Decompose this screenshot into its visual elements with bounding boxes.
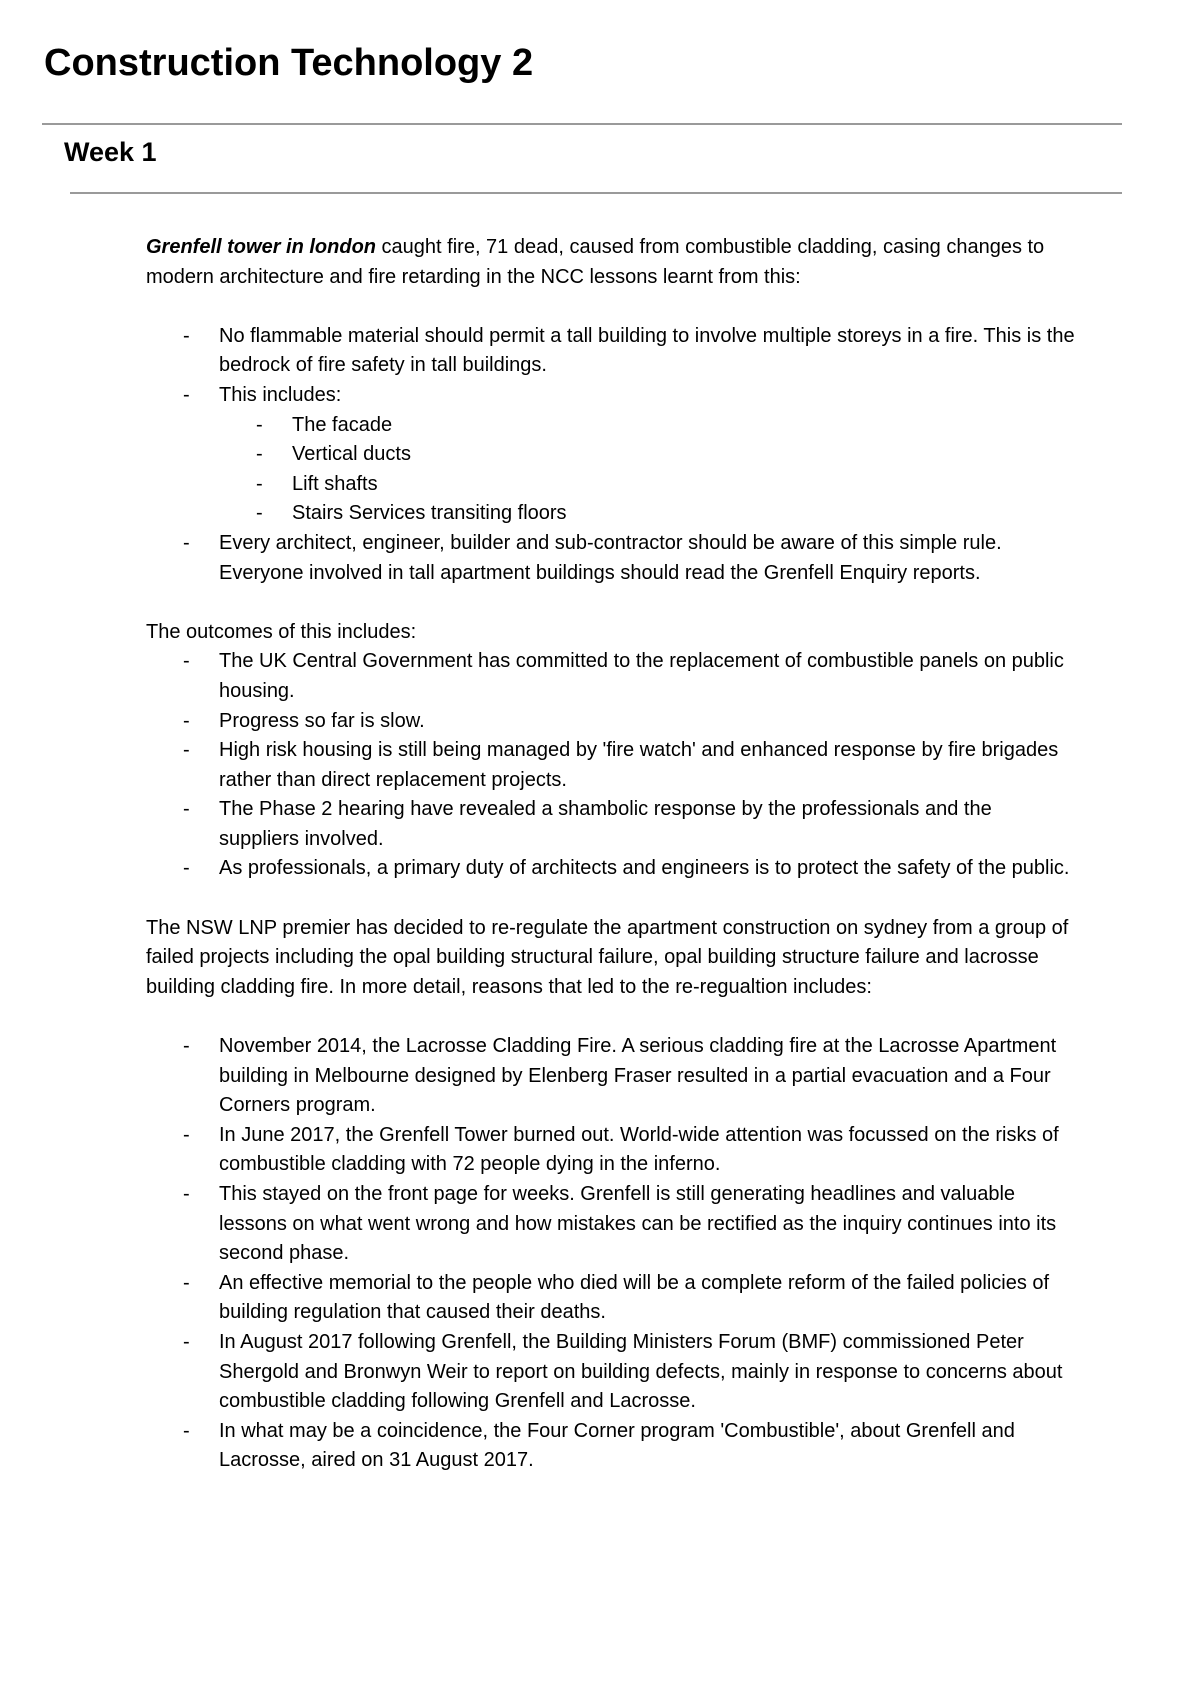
list-item-text: In June 2017, the Grenfell Tower burned out. World-wide attention was focussed on the risks of combustible cladding with 72 people dying in the inferno.	[219, 1123, 1059, 1176]
bullet-dash: -	[183, 1419, 190, 1442]
list-item-text: In August 2017 following Grenfell, the Building Ministers Forum (BMF) commissioned Peter Shergold and Bronwyn Weir to report on building defects, mainly in response to concerns about combustible cladding following Grenfell and Lacrosse.	[219, 1330, 1063, 1413]
bullet-dash: -	[183, 1330, 190, 1353]
list-item-text: The facade	[292, 413, 393, 436]
week-divider	[70, 192, 1122, 194]
list-item	[146, 1328, 1076, 1417]
intro-paragraph	[146, 233, 1076, 292]
lessons-list-continued	[146, 529, 1076, 588]
bullet-dash: -	[183, 383, 190, 406]
bullet-dash: -	[256, 472, 263, 495]
bullet-dash: -	[256, 502, 263, 525]
list-item-text: High risk housing is still being managed by 'fire watch' and enhanced response by fire brigades rather than direct replacement projects.	[219, 739, 1059, 791]
spacer	[146, 588, 1076, 618]
list-item-text: As professionals, a primary duty of architects and engineers is to protect the safety of the public.	[219, 857, 1070, 880]
week-heading: Week 1	[64, 137, 157, 167]
list-item	[146, 529, 1076, 588]
bullet-dash: -	[183, 857, 190, 880]
list-item	[146, 1417, 1076, 1476]
list-item-text: Lift shafts	[292, 472, 378, 495]
intro-text: caught fire, 71 dead, caused from combustible cladding, casing changes to modern architecture and fire retarding in the NCC lessons learnt from this:	[146, 236, 1045, 288]
intro-lead: Grenfell tower in london	[146, 236, 376, 258]
list-item	[146, 411, 1076, 441]
list-item-text: This stayed on the front page for weeks. Grenfell is still generating headlines and valuable lessons on what went wrong and how mistakes can be rectified as the inquiry continues into its second phase.	[219, 1183, 1057, 1265]
list-item	[146, 470, 1076, 500]
list-item	[146, 647, 1076, 706]
lessons-list	[146, 322, 1076, 411]
spacer	[146, 1002, 1076, 1032]
list-item-text: This includes:	[219, 383, 342, 406]
list-item	[146, 1269, 1076, 1328]
list-item-text: Stairs Services transiting floors	[292, 502, 567, 525]
bullet-dash: -	[183, 1035, 190, 1058]
list-item	[146, 736, 1076, 795]
bullet-dash: -	[183, 324, 190, 347]
list-item-text: November 2014, the Lacrosse Cladding Fire. A serious cladding fire at the Lacrosse Apartment building in Melbourne designed by Elenberg Fraser resulted in a partial evacuation and a Four Corners program.	[219, 1035, 1057, 1117]
page-title: Construction Technology 2	[44, 42, 534, 84]
bullet-dash: -	[183, 1123, 190, 1146]
list-item	[146, 1121, 1076, 1180]
title-divider	[42, 123, 1122, 125]
bullet-dash: -	[183, 1271, 190, 1294]
nsw-paragraph: The NSW LNP premier has decided to re-regulate the apartment construction on sydney from a group of failed projects including the opal building structural failure, opal building structure failure and lacrosse building cladding fire. In more detail, reasons that led to the re-regualtion includes:	[146, 916, 1069, 998]
bullet-dash: -	[183, 1183, 190, 1205]
list-item-text: The UK Central Government has committed to the replacement of combustible panels on public housing.	[219, 650, 1064, 702]
list-item	[146, 499, 1076, 529]
list-item-text: The Phase 2 hearing have revealed a shambolic response by the professionals and the suppliers involved.	[219, 798, 992, 850]
list-item-text: In what may be a coincidence, the Four Corner program 'Combustible', about Grenfell and Lacrosse, aired on 31 August 2017.	[219, 1419, 1015, 1472]
bullet-dash: -	[183, 709, 190, 732]
list-item	[146, 707, 1076, 737]
spacer	[146, 292, 1076, 322]
document-body	[146, 233, 1076, 1476]
bullet-dash: -	[183, 739, 190, 762]
list-item-text: No flammable material should permit a tall building to involve multiple storeys in a fire. This is the bedrock of fire safety in tall buildings.	[219, 324, 1075, 377]
list-item-text: Every architect, engineer, builder and sub-contractor should be aware of this simple rule. Everyone involved in tall apartment buildings should read the Grenfell Enquiry reports.	[219, 531, 1002, 584]
bullet-dash: -	[183, 650, 190, 673]
list-item-text: Vertical ducts	[292, 443, 411, 466]
list-item-text: Progress so far is slow.	[219, 709, 425, 732]
outcomes-list	[146, 647, 1076, 884]
bullet-dash: -	[183, 798, 190, 821]
list-item-text: An effective memorial to the people who died will be a complete reform of the failed policies of building regulation that caused their deaths.	[219, 1271, 1050, 1324]
list-item	[146, 854, 1076, 884]
outcomes-intro: The outcomes of this includes:	[146, 620, 417, 643]
list-item	[146, 1180, 1076, 1269]
includes-list	[146, 411, 1076, 529]
bullet-dash: -	[183, 531, 190, 554]
list-item	[146, 1032, 1076, 1121]
list-item	[146, 322, 1076, 381]
bullet-dash: -	[256, 443, 263, 466]
list-item	[146, 795, 1076, 854]
spacer	[146, 884, 1076, 914]
bullet-dash: -	[256, 413, 263, 436]
reasons-list	[146, 1032, 1076, 1476]
list-item	[146, 381, 1076, 411]
list-item	[146, 440, 1076, 470]
